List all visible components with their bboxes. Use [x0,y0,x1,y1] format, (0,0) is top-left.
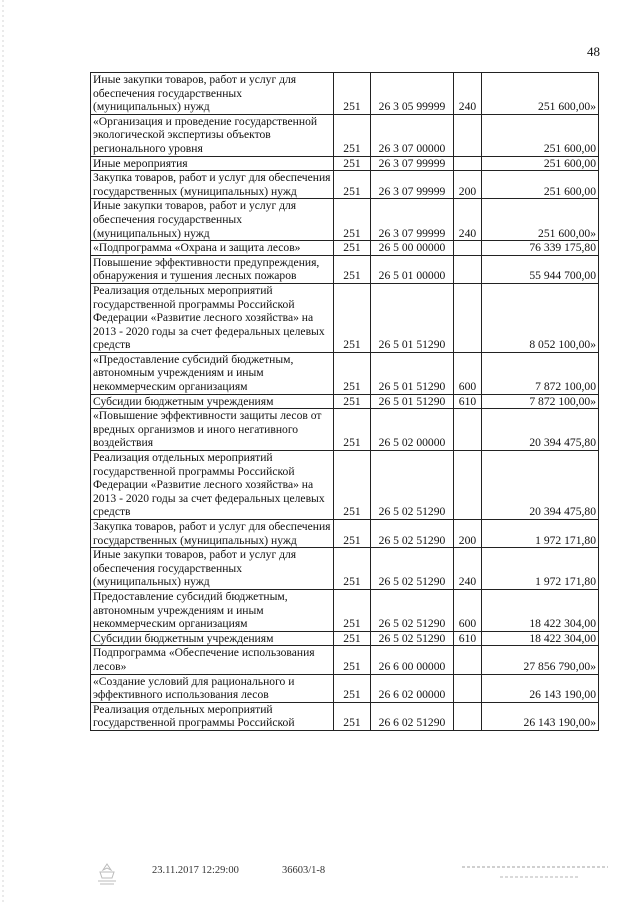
cell-ved: 251 [334,646,371,674]
cell-csr: 26 3 07 00000 [371,114,454,156]
cell-ved: 251 [334,283,371,352]
cell-ved: 251 [334,520,371,548]
cell-vr [454,114,482,156]
table-row [91,156,599,171]
table-row [91,646,599,674]
cell-name: Иные закупки товаров, работ и услуг для обеспечения государственных (муниципальных) нужд [91,199,334,241]
cell-name: «Организация и проведение государственной экологической экспертизы объектов регионального уровня [91,114,334,156]
cell-csr: 26 5 02 00000 [371,409,454,451]
table-row [91,589,599,631]
cell-csr: 26 5 02 51290 [371,589,454,631]
cell-ved: 251 [334,702,371,730]
cell-ved: 251 [334,171,371,199]
cell-sum: 7 872 100,00 [482,352,599,394]
cell-csr: 26 5 01 51290 [371,394,454,409]
table-row [91,409,599,451]
cell-sum: 1 972 171,80 [482,520,599,548]
cell-csr: 26 5 02 51290 [371,451,454,520]
cell-csr: 26 6 02 00000 [371,674,454,702]
table-row [91,451,599,520]
cell-sum: 26 143 190,00 [482,674,599,702]
cell-name: Реализация отдельных мероприятий государственной программы Российской [91,702,334,730]
table-row [91,674,599,702]
cell-name: Закупка товаров, работ и услуг для обеспечения государственных (муниципальных) нужд [91,520,334,548]
page-number: 48 [587,44,600,59]
table-row [91,255,599,283]
cell-csr: 26 3 05 99999 [371,73,454,115]
cell-name: Иные мероприятия [91,156,334,171]
cell-name: «Предоставление субсидий бюджетным, автономным учреждениям и иным некоммерческим организациям [91,352,334,394]
cell-vr: 240 [454,548,482,590]
cell-vr [454,283,482,352]
table-row [91,199,599,241]
table-row [91,283,599,352]
cell-csr: 26 3 07 99999 [371,156,454,171]
cell-csr: 26 6 02 51290 [371,702,454,730]
table-row [91,171,599,199]
cell-csr: 26 3 07 99999 [371,171,454,199]
cell-sum: 251 600,00 [482,114,599,156]
cell-vr: 240 [454,73,482,115]
cell-name: Реализация отдельных мероприятий государственной программы Российской Федерации «Развитие лесного хозяйства» на 2013 - 2020 годы за счет федеральных целевых средств [91,283,334,352]
cell-vr [454,702,482,730]
table-row [91,520,599,548]
cell-sum: 8 052 100,00» [482,283,599,352]
cell-vr [454,409,482,451]
cell-vr: 240 [454,199,482,241]
cell-ved: 251 [334,394,371,409]
table-row [91,394,599,409]
cell-sum: 76 339 175,80 [482,241,599,256]
table-row [91,352,599,394]
cell-name: Закупка товаров, работ и услуг для обеспечения государственных (муниципальных) нужд [91,171,334,199]
stamp-icon [94,862,120,888]
cell-sum: 20 394 475,80 [482,451,599,520]
cell-sum: 251 600,00 [482,156,599,171]
cell-vr [454,646,482,674]
table-row [91,114,599,156]
cell-sum: 251 600,00» [482,73,599,115]
cell-name: Реализация отдельных мероприятий государственной программы Российской Федерации «Развитие лесного хозяйства» на 2013 - 2020 годы за счет федеральных целевых средств [91,451,334,520]
cell-sum: 7 872 100,00» [482,394,599,409]
scan-edge [0,0,6,905]
cell-csr: 26 5 00 00000 [371,241,454,256]
cell-ved: 251 [334,199,371,241]
cell-sum: 251 600,00 [482,171,599,199]
cell-name: «Повышение эффективности защиты лесов от вредных организмов и иного негативного воздействия [91,409,334,451]
cell-vr [454,255,482,283]
cell-ved: 251 [334,451,371,520]
cell-ved: 251 [334,409,371,451]
cell-sum: 1 972 171,80 [482,548,599,590]
cell-sum: 18 422 304,00 [482,589,599,631]
footer-document-number: 36603/1-8 [282,865,326,876]
cell-name: Повышение эффективности предупреждения, обнаружения и тушения лесных пожаров [91,255,334,283]
footer-timestamp: 23.11.2017 12:29:00 [152,865,239,876]
cell-csr: 26 5 02 51290 [371,548,454,590]
cell-name: Предоставление субсидий бюджетным, автономным учреждениям и иным некоммерческим организациям [91,589,334,631]
cell-sum: 26 143 190,00» [482,702,599,730]
cell-vr: 610 [454,631,482,646]
cell-ved: 251 [334,352,371,394]
table-row [91,702,599,730]
cell-sum: 27 856 790,00» [482,646,599,674]
cell-csr: 26 5 01 51290 [371,352,454,394]
cell-name: Субсидии бюджетным учреждениям [91,394,334,409]
cell-name: Субсидии бюджетным учреждениям [91,631,334,646]
cell-ved: 251 [334,156,371,171]
budget-table-body [91,73,599,731]
cell-csr: 26 5 02 51290 [371,631,454,646]
budget-table [90,72,599,731]
cell-vr: 200 [454,520,482,548]
cell-ved: 251 [334,255,371,283]
cell-ved: 251 [334,73,371,115]
cell-vr [454,451,482,520]
cell-name: Иные закупки товаров, работ и услуг для обеспечения государственных (муниципальных) нужд [91,548,334,590]
cell-sum: 18 422 304,00 [482,631,599,646]
table-row [91,241,599,256]
cell-vr: 600 [454,589,482,631]
cell-ved: 251 [334,114,371,156]
cell-sum: 55 944 700,00 [482,255,599,283]
cell-ved: 251 [334,589,371,631]
cell-name: «Подпрограмма «Охрана и защита лесов» [91,241,334,256]
cell-csr: 26 5 01 51290 [371,283,454,352]
cell-ved: 251 [334,631,371,646]
table-row [91,73,599,115]
cell-name: «Создание условий для рационального и эффективного использования лесов [91,674,334,702]
table-row [91,631,599,646]
cell-name: Подпрограмма «Обеспечение использования лесов» [91,646,334,674]
cell-vr: 600 [454,352,482,394]
cell-sum: 251 600,00» [482,199,599,241]
cell-vr [454,241,482,256]
cell-name: Иные закупки товаров, работ и услуг для обеспечения государственных (муниципальных) нужд [91,73,334,115]
cell-csr: 26 5 01 00000 [371,255,454,283]
cell-vr: 610 [454,394,482,409]
cell-vr [454,156,482,171]
cell-vr [454,674,482,702]
footer [90,862,610,892]
cell-ved: 251 [334,674,371,702]
cell-csr: 26 5 02 51290 [371,520,454,548]
cell-sum: 20 394 475,80 [482,409,599,451]
cell-csr: 26 6 00 00000 [371,646,454,674]
cell-ved: 251 [334,241,371,256]
cell-vr: 200 [454,171,482,199]
cell-csr: 26 3 07 99999 [371,199,454,241]
table-row [91,548,599,590]
cell-ved: 251 [334,548,371,590]
faint-mark [460,862,610,884]
